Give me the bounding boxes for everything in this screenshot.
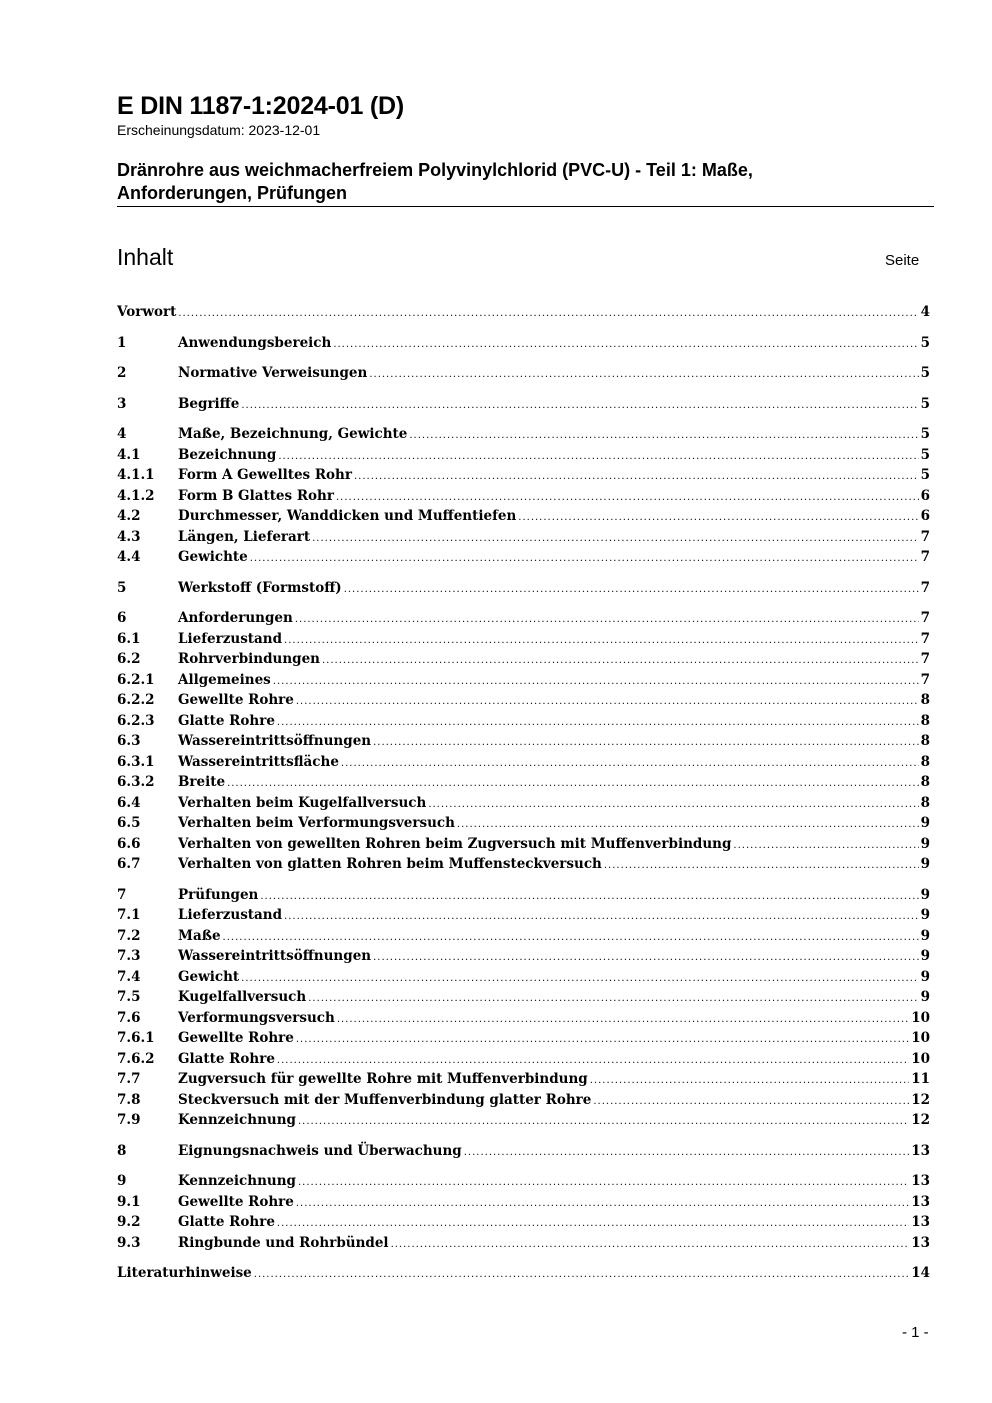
toc-entry-number: 6.6	[117, 835, 141, 852]
toc-entry-title: Form B Glattes Rohr	[178, 487, 334, 504]
toc-entry-number: 6.2.2	[117, 692, 155, 708]
toc-entry-page: 5	[920, 365, 930, 381]
toc-entry-page: 8	[920, 794, 930, 811]
toc-dot-leader	[409, 426, 918, 447]
toc-entry-title: Form A Gewelltes Rohr	[178, 467, 352, 483]
toc-entry-page: 12	[911, 1112, 930, 1128]
document-id: E DIN 1187-1:2024-01 (D)	[117, 92, 405, 120]
toc-entry-title: Steckversuch mit der Muffenverbindung glatter Rohre	[178, 1091, 592, 1108]
toc-entry[interactable]	[117, 772, 930, 793]
toc-entry-number: 4.1.1	[117, 467, 155, 483]
toc-entry-number: 4.3	[117, 528, 141, 545]
toc-entry[interactable]	[117, 394, 930, 415]
toc-entry-page: 7	[920, 579, 930, 596]
toc-entry-title: Eignungsnachweis und Überwachung	[178, 1142, 462, 1159]
toc-entry-page: 7	[920, 671, 930, 688]
toc-dot-leader	[336, 488, 919, 509]
toc-heading: Inhalt	[117, 244, 174, 270]
toc-entry-title: Verhalten von glatten Rohren beim Muffensteckversuch	[178, 856, 602, 872]
toc-entry[interactable]	[117, 967, 930, 988]
toc-dot-leader	[518, 508, 918, 529]
toc-entry[interactable]	[117, 578, 930, 599]
toc-entry-page: 9	[920, 948, 930, 964]
toc-dot-leader	[296, 1194, 909, 1215]
toc-entry-title: Kugelfallversuch	[178, 989, 307, 1005]
toc-entry-number: 6.3	[117, 733, 141, 749]
toc-entry[interactable]	[117, 1008, 930, 1029]
toc-entry-number: 1	[117, 334, 127, 351]
toc-entry[interactable]	[117, 670, 930, 691]
toc-entry-number: 9.3	[117, 1234, 141, 1251]
toc-entry[interactable]	[117, 527, 930, 548]
toc-dot-leader	[277, 1214, 909, 1235]
toc-entry[interactable]	[117, 690, 930, 711]
toc-entry-page: 9	[920, 835, 930, 852]
toc-entry-page: 14	[911, 1265, 930, 1281]
toc-entry[interactable]	[117, 1192, 930, 1213]
toc-entry-page: 5	[920, 334, 930, 351]
toc-entry-page: 7	[920, 630, 930, 647]
toc-entry[interactable]	[117, 987, 930, 1008]
toc-entry-page: 8	[920, 774, 930, 790]
toc-entry[interactable]	[117, 506, 930, 527]
toc-dot-leader	[277, 713, 919, 734]
toc-entry-title: Begriffe	[178, 395, 240, 412]
toc-page-column-label: Seite	[885, 252, 920, 269]
toc-entry[interactable]	[117, 1110, 930, 1131]
toc-entry-number: 4.2	[117, 508, 141, 524]
toc-entry-number: 3	[117, 395, 127, 412]
toc-dot-leader	[296, 1030, 909, 1051]
toc-entry-title: Bezeichnung	[178, 446, 277, 463]
toc-entry-title: Verhalten von gewellten Rohren beim Zugversuch mit Muffenverbindung	[178, 835, 732, 852]
toc-dot-leader	[241, 396, 918, 417]
toc-entry-number: 6.7	[117, 856, 141, 872]
toc-entry-number: 7.6	[117, 1009, 141, 1026]
toc-entry-page: 13	[911, 1142, 930, 1159]
toc-dot-leader	[391, 1235, 910, 1256]
toc-entry-title: Lieferzustand	[178, 907, 283, 923]
toc-entry[interactable]	[117, 1028, 930, 1049]
toc-entry-title: Durchmesser, Wanddicken und Muffentiefen	[178, 508, 517, 524]
toc-dot-leader	[260, 887, 918, 908]
toc-entry-title: Normative Verweisungen	[178, 365, 368, 381]
toc-entry-title: Wassereintrittsöffnungen	[178, 948, 372, 964]
toc-entry-title: Allgemeines	[178, 671, 271, 688]
toc-entry-number: 7.9	[117, 1112, 141, 1128]
toc-entry-number: 4.4	[117, 549, 141, 565]
toc-entry-title: Ringbunde und Rohrbündel	[178, 1234, 389, 1251]
toc-dot-leader	[312, 529, 918, 550]
toc-dot-leader	[373, 948, 919, 969]
toc-entry-title: Rohrverbindungen	[178, 651, 320, 667]
toc-entry[interactable]	[117, 926, 930, 947]
toc-entry-page: 4	[920, 304, 930, 320]
toc-entry[interactable]	[117, 711, 930, 732]
toc-entry-page: 8	[920, 712, 930, 729]
toc-dot-leader	[178, 304, 918, 325]
toc-entry-number: 5	[117, 579, 127, 596]
toc-entry[interactable]	[117, 1171, 930, 1192]
document-title-line-1: Dränrohre aus weichmacherfreiem Polyvinylchlorid (PVC-U) - Teil 1: Maße,	[117, 160, 753, 180]
toc-dot-leader	[298, 1173, 909, 1194]
toc-dot-leader	[373, 733, 919, 754]
toc-entry-number: 6.1	[117, 630, 141, 647]
toc-entry[interactable]	[117, 885, 930, 906]
toc-entry[interactable]	[117, 649, 930, 670]
toc-entry-number: 6.3.2	[117, 774, 155, 790]
toc-dot-leader	[428, 795, 918, 816]
toc-entry-title: Gewellte Rohre	[178, 1030, 294, 1046]
toc-entry-number: 8	[117, 1142, 127, 1159]
toc-entry[interactable]	[117, 813, 930, 834]
toc-dot-leader	[593, 1092, 909, 1113]
toc-dot-leader	[604, 856, 919, 877]
toc-entry-page: 8	[920, 692, 930, 708]
toc-dot-leader	[296, 692, 919, 713]
toc-entry-title: Verhalten beim Kugelfallversuch	[178, 794, 427, 811]
toc-entry-number: 7.4	[117, 968, 141, 985]
toc-entry-number: 9.1	[117, 1193, 141, 1210]
toc-entry-page: 5	[920, 395, 930, 412]
toc-entry-title: Verformungsversuch	[178, 1009, 335, 1026]
toc-entry-title: Gewichte	[178, 549, 248, 565]
toc-entry-title: Werkstoff (Formstoff)	[178, 579, 342, 596]
toc-entry-page: 9	[920, 886, 930, 903]
toc-entry[interactable]	[117, 363, 930, 384]
document-title-line-2: Anforderungen, Prüfungen	[117, 183, 347, 203]
toc-entry-number: 6.2	[117, 651, 141, 667]
toc-entry-title: Gewicht	[178, 968, 240, 985]
toc-entry-title: Anwendungsbereich	[178, 334, 332, 351]
toc-entry-title: Verhalten beim Verformungsversuch	[178, 815, 455, 831]
toc-entry-title: Lieferzustand	[178, 630, 283, 647]
toc-dot-leader	[337, 1010, 909, 1031]
toc-entry-number: 7.3	[117, 948, 141, 964]
toc-entry-page: 7	[920, 528, 930, 545]
toc-entry-title: Maße, Bezeichnung, Gewichte	[178, 426, 408, 442]
toc-entry-number: 7.6.2	[117, 1050, 155, 1067]
toc-entry-number: 7.5	[117, 989, 141, 1005]
toc-dot-leader	[457, 815, 919, 836]
toc-entry-page: 7	[920, 549, 930, 565]
toc-entry-title: Kennzeichnung	[178, 1173, 296, 1189]
toc-entry-page: 13	[911, 1193, 930, 1210]
page-number: - 1 -	[902, 1324, 929, 1341]
toc-dot-leader	[333, 335, 918, 356]
toc-entry[interactable]	[117, 424, 930, 445]
toc-entry[interactable]	[117, 834, 930, 855]
toc-entry-title: Vorwort	[117, 304, 177, 320]
toc-entry-page: 9	[920, 968, 930, 985]
toc-entry[interactable]	[117, 1069, 930, 1090]
publication-date: Erscheinungsdatum: 2023-12-01	[117, 122, 321, 138]
toc-entry-title: Längen, Lieferart	[178, 528, 311, 545]
toc-entry-page: 5	[920, 467, 930, 483]
toc-entry-number: 6	[117, 610, 127, 626]
toc-dot-leader	[284, 631, 919, 652]
toc-dot-leader	[341, 754, 919, 775]
toc-entry-title: Glatte Rohre	[178, 1214, 275, 1230]
toc-dot-leader	[464, 1143, 909, 1164]
toc-entry-number: 6.3.1	[117, 753, 155, 770]
toc-dot-leader	[277, 1051, 909, 1072]
toc-entry[interactable]	[117, 1263, 930, 1284]
toc-entry-page: 9	[920, 856, 930, 872]
toc-dot-leader	[295, 610, 919, 631]
toc-dot-leader	[227, 774, 919, 795]
toc-entry[interactable]	[117, 486, 930, 507]
toc-entry[interactable]	[117, 1090, 930, 1111]
toc-entry-number: 9	[117, 1173, 127, 1189]
toc-entry-page: 11	[911, 1071, 930, 1087]
toc-entry-page: 10	[911, 1009, 930, 1026]
toc-entry-title: Prüfungen	[178, 886, 259, 903]
toc-entry-page: 10	[911, 1050, 930, 1067]
toc-entry-title: Wassereintrittsfläche	[178, 753, 339, 770]
toc-dot-leader	[733, 836, 918, 857]
toc-entry-number: 6.5	[117, 815, 141, 831]
toc-entry[interactable]	[117, 1141, 930, 1162]
toc-entry-title: Gewellte Rohre	[178, 1193, 294, 1210]
toc-entry[interactable]	[117, 608, 930, 629]
toc-entry-page: 10	[911, 1030, 930, 1046]
toc-entry-page: 8	[920, 733, 930, 749]
toc-entry[interactable]	[117, 302, 930, 323]
toc-entry[interactable]	[117, 547, 930, 568]
toc-entry-number: 6.2.3	[117, 712, 155, 729]
toc-entry-page: 9	[920, 907, 930, 923]
toc-entry-number: 6.4	[117, 794, 141, 811]
document-title	[117, 159, 934, 207]
toc-entry-number: 6.2.1	[117, 671, 155, 688]
table-of-contents	[117, 302, 930, 1284]
toc-entry-number: 7.1	[117, 907, 141, 923]
toc-entry-page: 9	[920, 989, 930, 1005]
toc-dot-leader	[298, 1112, 909, 1133]
toc-entry[interactable]	[117, 905, 930, 926]
toc-entry[interactable]	[117, 629, 930, 650]
toc-entry-number: 7.8	[117, 1091, 141, 1108]
toc-entry-title: Glatte Rohre	[178, 1050, 275, 1067]
toc-dot-leader	[344, 580, 919, 601]
toc-entry-number: 7	[117, 886, 127, 903]
toc-entry-page: 8	[920, 753, 930, 770]
toc-entry-page: 6	[920, 508, 930, 524]
toc-entry-number: 9.2	[117, 1214, 141, 1230]
toc-entry[interactable]	[117, 752, 930, 773]
toc-entry-title: Gewellte Rohre	[178, 692, 294, 708]
toc-entry-page: 9	[920, 927, 930, 944]
toc-entry-page: 13	[911, 1214, 930, 1230]
toc-entry[interactable]	[117, 445, 930, 466]
toc-entry[interactable]	[117, 1212, 930, 1233]
toc-dot-leader	[254, 1265, 909, 1286]
toc-entry[interactable]	[117, 1049, 930, 1070]
toc-entry[interactable]	[117, 731, 930, 752]
toc-entry[interactable]	[117, 946, 930, 967]
toc-dot-leader	[308, 989, 918, 1010]
toc-dot-leader	[322, 651, 919, 672]
toc-dot-leader	[354, 467, 919, 488]
toc-dot-leader	[278, 447, 918, 468]
toc-entry-title: Anforderungen	[178, 610, 293, 626]
toc-entry-page: 7	[920, 610, 930, 626]
toc-entry-title: Zugversuch für gewellte Rohre mit Muffenverbindung	[178, 1071, 588, 1087]
toc-entry-page: 13	[911, 1173, 930, 1189]
toc-entry-title: Glatte Rohre	[178, 712, 275, 729]
toc-dot-leader	[590, 1071, 909, 1092]
toc-entry-page: 5	[920, 426, 930, 442]
toc-entry-page: 5	[920, 446, 930, 463]
toc-entry[interactable]	[117, 465, 930, 486]
toc-entry-number: 4	[117, 426, 127, 442]
toc-dot-leader	[369, 365, 918, 386]
toc-entry-page: 6	[920, 487, 930, 504]
toc-entry-number: 7.7	[117, 1071, 141, 1087]
toc-entry-title: Literaturhinweise	[117, 1265, 252, 1281]
toc-dot-leader	[223, 928, 919, 949]
toc-entry[interactable]	[117, 793, 930, 814]
toc-entry-page: 13	[911, 1234, 930, 1251]
toc-entry-page: 9	[920, 815, 930, 831]
toc-entry[interactable]	[117, 854, 930, 875]
toc-entry-page: 7	[920, 651, 930, 667]
toc-entry-title: Kennzeichnung	[178, 1112, 296, 1128]
toc-dot-leader	[284, 907, 919, 928]
toc-dot-leader	[273, 672, 919, 693]
toc-entry[interactable]	[117, 1233, 930, 1254]
toc-entry-page: 12	[911, 1091, 930, 1108]
toc-entry-number: 2	[117, 365, 127, 381]
toc-entry[interactable]	[117, 333, 930, 354]
toc-entry-number: 7.6.1	[117, 1030, 155, 1046]
toc-entry-number: 4.1	[117, 446, 141, 463]
toc-entry-title: Wassereintrittsöffnungen	[178, 733, 372, 749]
toc-entry-title: Breite	[178, 774, 226, 790]
toc-dot-leader	[241, 969, 918, 990]
toc-entry-number: 7.2	[117, 927, 141, 944]
toc-entry-number: 4.1.2	[117, 487, 155, 504]
toc-dot-leader	[250, 549, 919, 570]
toc-entry-title: Maße	[178, 927, 221, 944]
